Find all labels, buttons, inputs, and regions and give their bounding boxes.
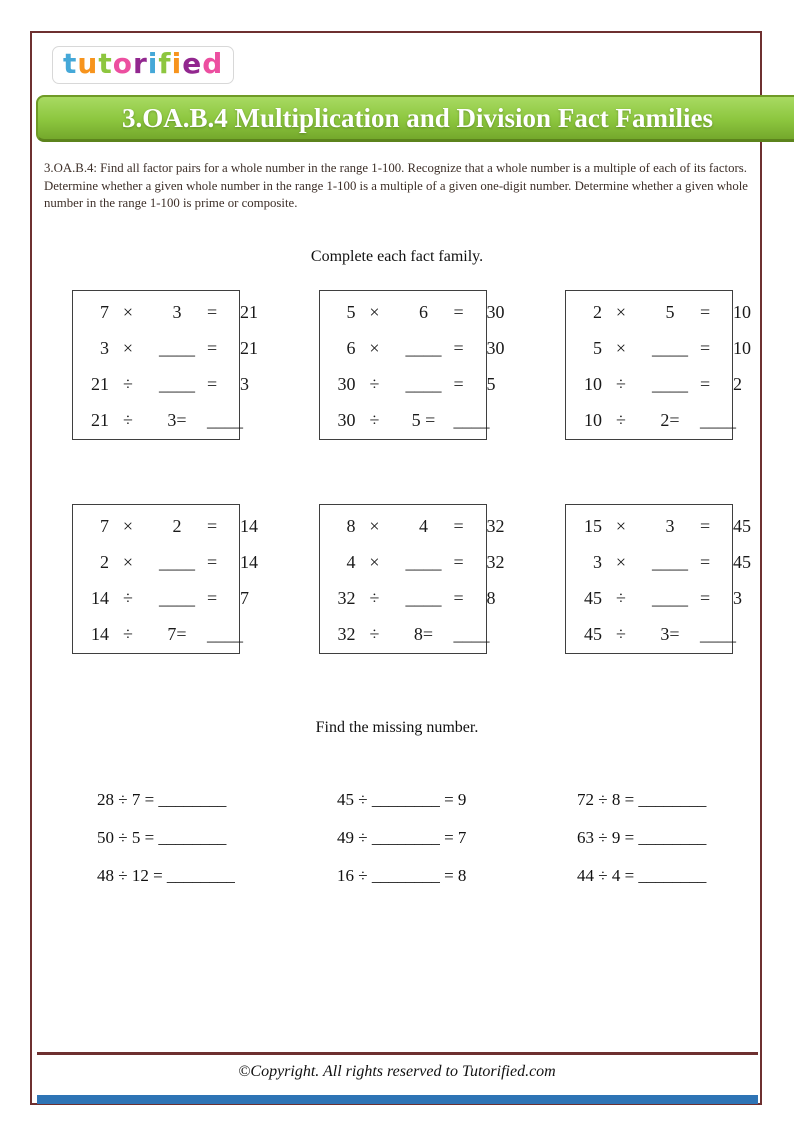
tutorified-logo (52, 46, 234, 84)
fact-number: 21 (240, 301, 258, 322)
answer-blank: ____ (159, 337, 195, 358)
fact-number: 2 (172, 515, 182, 536)
section-heading-fact-families: Complete each fact family. (310, 248, 484, 265)
fact-number: 10 (584, 373, 602, 394)
fact-row (320, 366, 527, 402)
answer-blank: ____ (652, 587, 688, 608)
division-problem: 16 ÷ ________ = 8 (337, 866, 467, 885)
fact-number: 10 (733, 337, 751, 358)
fact-row (73, 330, 280, 366)
fact-number: 14 (91, 587, 109, 608)
fact-row (566, 366, 773, 402)
fact-number: 2= (660, 409, 680, 430)
multiply-sign: × (615, 551, 627, 572)
divide-sign: ÷ (616, 623, 626, 644)
fact-family-box (72, 290, 258, 440)
divide-sign: ÷ (616, 373, 626, 394)
fact-row (320, 402, 527, 438)
equals-sign: = (700, 551, 711, 572)
missing-number-grid (97, 790, 794, 904)
fact-number: 7 (240, 587, 249, 608)
fact-row (73, 616, 280, 652)
fact-number: 2 (733, 373, 742, 394)
divide-sign: ÷ (123, 623, 133, 644)
fact-row (73, 580, 280, 616)
fact-row (73, 402, 280, 438)
fact-family-box (565, 504, 751, 654)
equals-sign: = (453, 587, 464, 608)
logo-letter: t (63, 47, 78, 80)
fact-row (566, 544, 773, 580)
fact-family-box (319, 290, 505, 440)
equals-sign: = (453, 373, 464, 394)
equals-sign: = (207, 515, 218, 536)
multiply-sign: × (369, 337, 380, 358)
fact-row (566, 330, 773, 366)
multiply-sign: × (615, 337, 627, 358)
equals-sign: = (207, 551, 218, 572)
multiply-sign: × (369, 551, 380, 572)
equals-sign: = (700, 587, 711, 608)
answer-blank: ____ (405, 551, 442, 572)
fact-row (566, 294, 773, 330)
equals-sign: = (207, 301, 218, 322)
fact-number: 3 (733, 587, 742, 608)
fact-family-box (565, 290, 751, 440)
fact-number: 8 (486, 587, 496, 608)
divide-sign: ÷ (123, 409, 133, 430)
fact-family-box (72, 504, 258, 654)
division-problem: 50 ÷ 5 = ________ (97, 828, 227, 847)
fact-row (73, 366, 280, 402)
equals-sign: = (207, 587, 218, 608)
fact-number: 5 (346, 301, 356, 322)
logo-letter: d (202, 47, 224, 80)
divide-sign: ÷ (616, 587, 626, 608)
answer-blank: ____ (405, 337, 442, 358)
fact-row (566, 508, 773, 544)
fact-number: 3= (660, 623, 680, 644)
fact-number: 3 (172, 301, 182, 322)
division-problem: 44 ÷ 4 = ________ (577, 866, 707, 885)
problem-column (97, 790, 337, 904)
multiply-sign: × (369, 515, 380, 536)
answer-blank: ____ (700, 623, 736, 644)
multiply-sign: × (122, 551, 134, 572)
logo-letter: i (171, 47, 183, 80)
division-problem: 28 ÷ 7 = ________ (97, 790, 227, 809)
answer-blank: ____ (652, 373, 688, 394)
bottom-blue-bar (37, 1095, 758, 1104)
worksheet-title: 3.OA.B.4 Multiplication and Division Fact Families (122, 103, 714, 133)
fact-row (566, 580, 773, 616)
divide-sign: ÷ (123, 587, 133, 608)
fact-number: 4 (419, 515, 428, 536)
fact-number: 4 (346, 551, 356, 572)
fact-number: 21 (91, 409, 109, 430)
problem-column (577, 790, 794, 904)
divide-sign: ÷ (369, 623, 380, 644)
fact-number: 14 (240, 515, 258, 536)
footer-divider (37, 1052, 758, 1055)
equals-sign: = (207, 373, 218, 394)
multiply-sign: × (615, 301, 627, 322)
fact-number: 3= (167, 409, 187, 430)
fact-number: 30 (486, 337, 505, 358)
fact-number: 10 (584, 409, 602, 430)
fact-number: 2 (593, 301, 602, 322)
answer-blank: ____ (159, 373, 195, 394)
fact-number: 45 (584, 587, 602, 608)
answer-blank: ____ (652, 337, 688, 358)
fact-number: 21 (91, 373, 109, 394)
problem-column (337, 790, 577, 904)
multiply-sign: × (122, 301, 134, 322)
fact-number: 5 (486, 373, 496, 394)
fact-row (566, 402, 773, 438)
equals-sign: = (700, 515, 711, 536)
fact-number: 6 (419, 301, 428, 322)
standard-description: 3.OA.B.4: Find all factor pairs for a whole number in the range 1-100. Recognize that a whole number is a multiple of each of its factors. Determine whether a given whole number in the range 1-100 is a multiple of a given one-digit number. Determine whether a given whole number in the range 1-100 is prime or composite. (44, 161, 748, 210)
answer-blank: ____ (453, 409, 490, 430)
answer-blank: ____ (405, 373, 442, 394)
fact-row (320, 616, 527, 652)
fact-number: 30 (337, 373, 356, 394)
division-problem: 72 ÷ 8 = ________ (577, 790, 707, 809)
fact-number: 3 (593, 551, 602, 572)
fact-family-grid (72, 290, 751, 654)
equals-sign: = (700, 337, 711, 358)
fact-row (73, 508, 280, 544)
fact-number: 7= (167, 623, 187, 644)
answer-blank: ____ (453, 623, 490, 644)
answer-blank: ____ (700, 409, 736, 430)
logo-letter: u (77, 47, 99, 80)
fact-number: 10 (733, 301, 751, 322)
fact-number: 45 (584, 623, 602, 644)
fact-number: 2 (100, 551, 109, 572)
fact-row (320, 330, 527, 366)
fact-number: 21 (240, 337, 258, 358)
logo-letter: t (98, 47, 113, 80)
divide-sign: ÷ (123, 373, 133, 394)
fact-number: 3 (100, 337, 109, 358)
fact-row (320, 294, 527, 330)
fact-row (320, 508, 527, 544)
fact-number: 7 (100, 515, 109, 536)
fact-number: 6 (346, 337, 356, 358)
divide-sign: ÷ (616, 409, 626, 430)
equals-sign: = (207, 337, 218, 358)
fact-number: 32 (486, 515, 505, 536)
equals-sign: = (453, 551, 464, 572)
fact-number: 45 (733, 515, 751, 536)
answer-blank: ____ (652, 551, 688, 572)
fact-number: 8 (346, 515, 356, 536)
division-problem: 63 ÷ 9 = ________ (577, 828, 707, 847)
answer-blank: ____ (159, 551, 195, 572)
fact-number: 8= (413, 623, 434, 644)
fact-number: 5 (593, 337, 602, 358)
fact-number: 5 (665, 301, 675, 322)
division-problem: 45 ÷ ________ = 9 (337, 790, 467, 809)
logo-letter: f (158, 47, 172, 80)
fact-number: 30 (486, 301, 505, 322)
answer-blank: ____ (207, 409, 243, 430)
fact-number: 7 (100, 301, 109, 322)
fact-number: 15 (584, 515, 602, 536)
fact-row (73, 544, 280, 580)
equals-sign: = (700, 301, 711, 322)
fact-number: 32 (486, 551, 505, 572)
equals-sign: = (700, 373, 711, 394)
logo-letter: r (132, 47, 148, 80)
divide-sign: ÷ (369, 373, 380, 394)
answer-blank: ____ (207, 623, 243, 644)
equals-sign: = (453, 515, 464, 536)
equals-sign: = (453, 337, 464, 358)
logo-letter: e (182, 47, 203, 80)
fact-row (320, 580, 527, 616)
section-heading-missing-number: Find the missing number. (315, 719, 479, 736)
division-problem: 49 ÷ ________ = 7 (337, 828, 467, 847)
divide-sign: ÷ (369, 587, 380, 608)
copyright-text: ©Copyright. All rights reserved to Tutorified.com (238, 1063, 556, 1080)
title-banner (36, 95, 794, 142)
answer-blank: ____ (159, 587, 195, 608)
fact-number: 30 (337, 409, 356, 430)
equals-sign: = (453, 301, 464, 322)
fact-row (73, 294, 280, 330)
multiply-sign: × (122, 337, 134, 358)
fact-family-box (319, 504, 505, 654)
fact-number: 45 (733, 551, 751, 572)
fact-number: 32 (337, 623, 356, 644)
fact-number: 3 (665, 515, 675, 536)
answer-blank: ____ (405, 587, 442, 608)
multiply-sign: × (615, 515, 627, 536)
division-problem: 48 ÷ 12 = ________ (97, 866, 235, 885)
fact-number: 3 (240, 373, 249, 394)
fact-number: 14 (240, 551, 258, 572)
fact-number: 14 (91, 623, 109, 644)
logo-letter: i (147, 47, 159, 80)
fact-number: 5 = (411, 409, 436, 430)
fact-row (566, 616, 773, 652)
fact-row (320, 544, 527, 580)
logo-letter: o (112, 47, 133, 80)
divide-sign: ÷ (369, 409, 380, 430)
multiply-sign: × (122, 515, 134, 536)
fact-number: 32 (337, 587, 356, 608)
multiply-sign: × (369, 301, 380, 322)
